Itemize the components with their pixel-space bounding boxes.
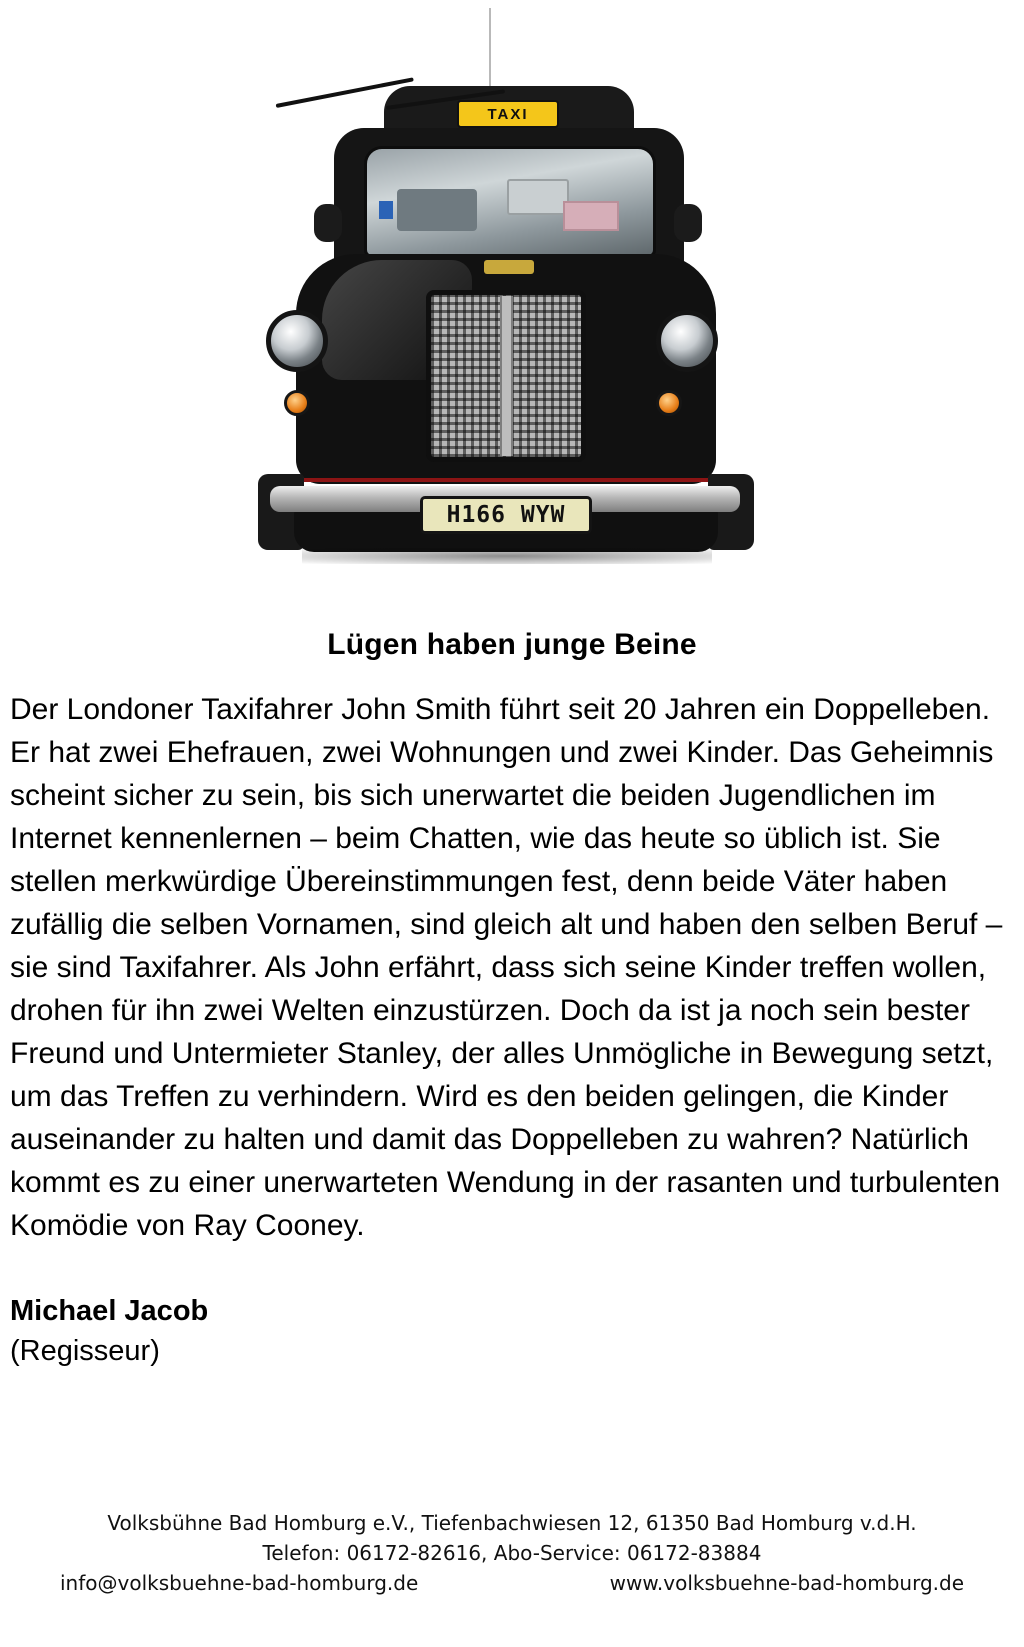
signature-name: Michael Jacob bbox=[10, 1295, 209, 1327]
footer-phone: Telefon: 06172-82616, Abo-Service: 06172-83884 bbox=[262, 1541, 762, 1565]
footer bbox=[0, 1508, 1024, 1598]
ground-shadow bbox=[302, 548, 712, 564]
footer-website[interactable]: www.volksbuehne-bad-homburg.de bbox=[609, 1571, 964, 1595]
hood-badge bbox=[484, 260, 534, 274]
antenna bbox=[489, 8, 491, 86]
mirror-left bbox=[314, 204, 342, 242]
signature-block bbox=[10, 1291, 1014, 1371]
taxi-illustration bbox=[236, 8, 776, 598]
windscreen-interior-panel bbox=[507, 179, 569, 215]
license-plate: H166 WYW bbox=[420, 496, 592, 534]
footer-email[interactable]: info@volksbuehne-bad-homburg.de bbox=[60, 1571, 419, 1595]
article-body: Der Londoner Taxifahrer John Smith führt seit 20 Jahren ein Doppelleben. Er hat zwei Ehefrauen, zwei Wohnungen und zwei Kinder. Das Geheimnis scheint sicher zu sein, bis sich unerwartet die beiden Jugendlichen im Internet kennenlernen – beim Chatten, wie das heute so üblich ist. Sie stellen merkwürdige Übereinstimmungen fest, denn beide Väter haben zufällig die selben Vornamen, sind gleich alt und haben den selben Beruf – sie sind Taxifahrer. Als John erfährt, dass sich seine Kinder treffen wollen, drohen für ihn zwei Welten einzustürzen. Doch da ist ja noch sein bester Freund und Untermieter Stanley, der alles Unmögliche in Bewegung setzt, um das Treffen zu verhindern. Wird es den beiden gelingen, die Kinder auseinander zu halten und damit das Doppelleben zu wahren? Natürlich kommt es zu einer unerwarteten Wendung in der rasanten und turbulenten Komödie von Ray Cooney. bbox=[10, 693, 1003, 1242]
indicator-left-icon bbox=[284, 390, 310, 416]
body-pinstripe bbox=[296, 478, 716, 482]
indicator-right-icon bbox=[656, 390, 682, 416]
signature-role: (Regisseur) bbox=[10, 1335, 160, 1367]
taxi-windscreen bbox=[364, 146, 656, 258]
mirror-right bbox=[674, 204, 702, 242]
windscreen-interior-seat bbox=[397, 189, 477, 231]
windscreen-interior-card bbox=[563, 201, 619, 231]
footer-address: Volksbühne Bad Homburg e.V., Tiefenbachwiesen 12, 61350 Bad Homburg v.d.H. bbox=[107, 1511, 917, 1535]
taxi-roof-sign: TAXI bbox=[457, 100, 559, 128]
taxi-photo bbox=[0, 0, 1024, 610]
headlight-left-icon bbox=[266, 310, 328, 372]
grille-center-bar bbox=[500, 296, 513, 456]
footer-contact-row bbox=[0, 1568, 1024, 1598]
windscreen-sticker bbox=[379, 201, 393, 219]
page-title: Lügen haben junge Beine bbox=[327, 628, 697, 661]
headlight-right-icon bbox=[656, 310, 718, 372]
article-content bbox=[0, 610, 1024, 1371]
